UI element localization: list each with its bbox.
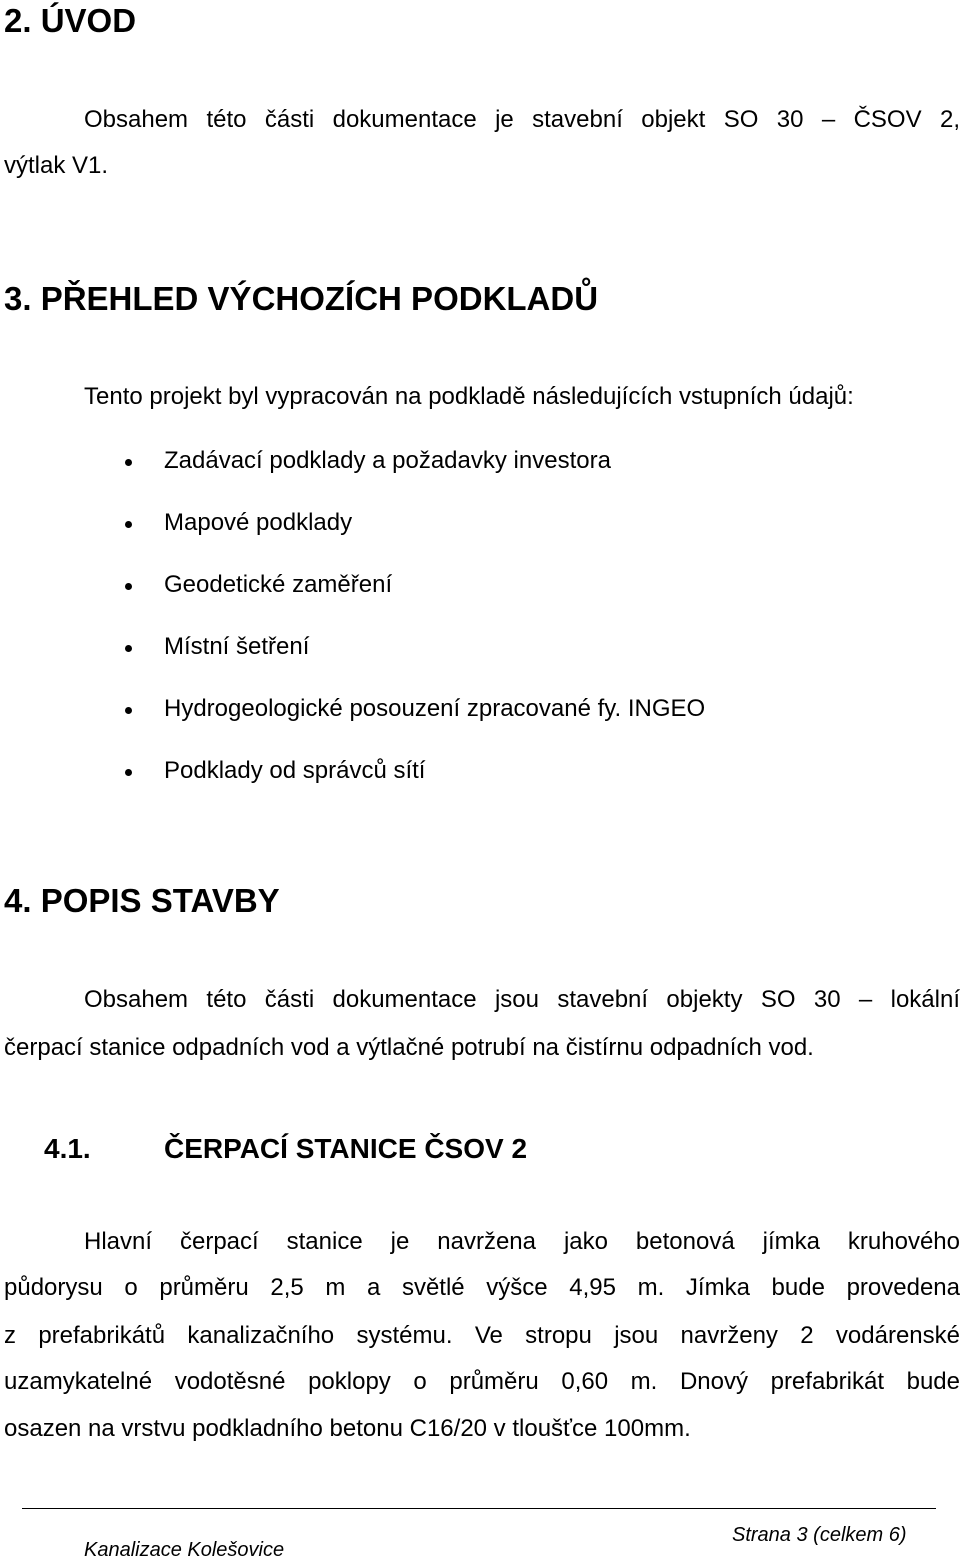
popis-paragraph-line-1: Obsahem této části dokumentace jsou stavební objekty SO 30 – lokální bbox=[84, 986, 960, 1013]
bullet-icon bbox=[125, 521, 132, 528]
paragraph-line: půdorysu o průměru 2,5 m a světlé výšce 4,95 m. Jímka bude provedena bbox=[4, 1274, 960, 1301]
section-heading-uvod: 2. ÚVOD bbox=[4, 2, 137, 39]
paragraph-line: z prefabrikátů kanalizačního systému. Ve stropu jsou navrženy 2 vodárenské bbox=[4, 1322, 960, 1349]
bullet-icon bbox=[125, 707, 132, 714]
footer-divider bbox=[22, 1508, 936, 1509]
subsection-title: ČERPACÍ STANICE ČSOV 2 bbox=[164, 1133, 528, 1164]
subsection-number: 4.1. bbox=[44, 1133, 91, 1164]
uvod-paragraph-line-1: Obsahem této části dokumentace je stavební objekt SO 30 – ČSOV 2, bbox=[84, 106, 960, 133]
footer-project-name: Kanalizace Kolešovice bbox=[84, 1539, 285, 1561]
prehled-intro: Tento projekt byl vypracován na podkladě následujících vstupních údajů: bbox=[84, 383, 854, 410]
footer-page-number: Strana 3 (celkem 6) bbox=[732, 1524, 907, 1546]
bullet-icon bbox=[125, 769, 132, 776]
list-item-text: Mapové podklady bbox=[164, 509, 353, 536]
list-item-text: Místní šetření bbox=[164, 633, 310, 660]
list-item-text: Zadávací podklady a požadavky investora bbox=[164, 447, 611, 474]
bullet-icon bbox=[125, 459, 132, 466]
bullet-icon bbox=[125, 645, 132, 652]
list-item-text: Geodetické zaměření bbox=[164, 571, 393, 598]
list-item-text: Hydrogeologické posouzení zpracované fy. INGEO bbox=[164, 695, 706, 722]
paragraph-line: osazen na vrstvu podkladního betonu C16/20 v tloušťce 100mm. bbox=[4, 1415, 691, 1442]
popis-paragraph-line-2: čerpací stanice odpadních vod a výtlačné potrubí na čistírnu odpadních vod. bbox=[4, 1034, 814, 1061]
section-heading-popis-stavby: 4. POPIS STAVBY bbox=[4, 882, 280, 919]
bullet-icon bbox=[125, 583, 132, 590]
list-item-text: Podklady od správců sítí bbox=[164, 757, 426, 784]
paragraph-line: Hlavní čerpací stanice je navržena jako betonová jímka kruhového bbox=[84, 1228, 960, 1255]
paragraph-line: uzamykatelné vodotěsné poklopy o průměru 0,60 m. Dnový prefabrikát bude bbox=[4, 1368, 960, 1395]
uvod-paragraph-line-2: výtlak V1. bbox=[4, 152, 109, 179]
section-heading-prehled: 3. PŘEHLED VÝCHOZÍCH PODKLADŮ bbox=[4, 280, 599, 317]
